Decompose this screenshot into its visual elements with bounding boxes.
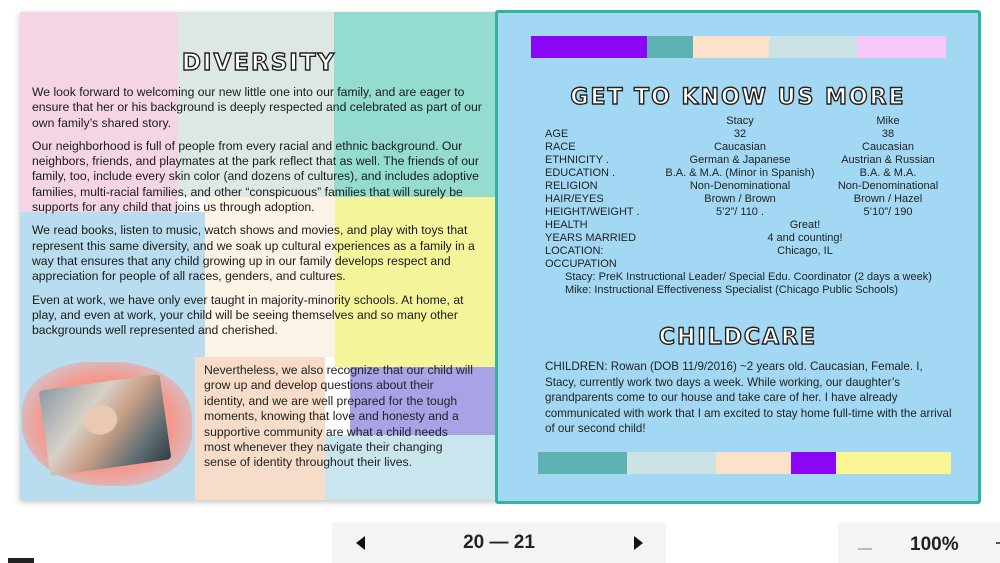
zoom-control <box>838 522 1000 563</box>
profile-header-row <box>545 115 965 128</box>
paragraph: Even at work, we have only ever taught in majority-minority schools. At home, at play, and even at work, your child will be seeing themselves and so many other backgrounds well represented and cherished. <box>32 292 464 338</box>
profile-row <box>545 141 965 154</box>
occupation-stacy: Stacy: PreK Instructional Leader/ Special Edu. Coordinator (2 days a week) <box>565 271 932 283</box>
section-title-childcare: CHILDCARE <box>658 325 818 350</box>
row-label: HAIR/EYES <box>545 193 604 205</box>
profile-row <box>545 232 965 245</box>
profile-table <box>545 115 965 297</box>
page-numbers: 20 — 21 <box>463 532 535 553</box>
strip-segment <box>857 36 946 58</box>
profile-row <box>545 154 965 167</box>
mike-value: Austrian & Russian <box>841 154 935 166</box>
zoom-in-icon[interactable] <box>996 542 1000 544</box>
mike-value: B.A. & M.A. <box>859 167 917 179</box>
bottom-color-strip <box>538 452 951 474</box>
paragraph: We read books, listen to music, watch shows and movies, and play with toys that represent this same diversity, and we soak up cultural experiences as a family in a way that ensures that any child growing up in our family develops respect and appreciation for people of all races, genders, and cultures. <box>32 223 475 284</box>
diversity-text <box>32 85 487 346</box>
stacy-value: Non-Denominational <box>689 180 791 192</box>
mike-value: 5’10”/ 190 <box>863 206 913 218</box>
stacy-value: Brown / Brown <box>704 193 776 205</box>
top-color-strip <box>531 36 946 58</box>
zoom-out-icon[interactable] <box>858 548 872 550</box>
strip-segment <box>647 36 693 58</box>
paragraph: Our neighborhood is full of people from every racial and ethnic background. Our neighbors, friends, and playmates at the park reflect that as well. The friends of our family, too, include every skin color (and dozens of cultures), and includes adoptive families, multi-racial families, and other “conspicuous” families that will surely be supports for any child that joins us through adoption. <box>32 138 479 215</box>
identity-paragraph: Nevertheless, we also recognize that our child will grow up and develop questions about their identity, and we are well prepared for the tough moments, knowing that love and honesty and a supportive community are what a child needs most whenever they navigate their changing sense of identity throughout their lives. <box>204 363 473 470</box>
profile-row <box>545 193 965 206</box>
mike-value: Brown / Hazel <box>853 193 923 205</box>
strip-segment <box>693 36 769 58</box>
next-page-icon[interactable] <box>634 536 643 550</box>
shared-value: Great! <box>789 219 821 231</box>
profile-row <box>545 206 965 219</box>
occupation-label: OCCUPATION <box>545 258 617 270</box>
profile-row <box>545 245 965 258</box>
profile-row <box>545 258 965 271</box>
paragraph: We look forward to welcoming our new little one into our family, and are eager to ensure that her or his background is deeply respected and celebrated as part of our own family’s shared story. <box>32 85 482 130</box>
name-stacy: Stacy <box>726 115 754 127</box>
thumbnails-icon[interactable] <box>8 558 34 563</box>
stacy-value: B.A. & M.A. (Minor in Spanish) <box>665 167 815 179</box>
strip-segment <box>627 452 716 474</box>
row-label: YEARS MARRIED <box>545 232 637 244</box>
right-page[interactable] <box>495 10 981 504</box>
mike-value: 38 <box>881 128 895 140</box>
row-label: ETHNICITY . <box>545 154 609 166</box>
row-label: AGE <box>545 128 569 140</box>
row-label: HEIGHT/WEIGHT . <box>545 206 640 218</box>
strip-segment <box>538 452 627 474</box>
family-photo[interactable] <box>22 362 192 486</box>
profile-row <box>545 180 965 193</box>
mike-value: Non-Denominational <box>837 180 939 192</box>
row-label: RACE <box>545 141 576 153</box>
row-label: EDUCATION . <box>545 167 616 179</box>
strip-segment <box>531 36 647 58</box>
profile-row <box>545 128 965 141</box>
strip-segment <box>791 452 836 474</box>
page-navigator <box>332 522 666 563</box>
shared-value: Chicago, IL <box>777 245 833 257</box>
left-page <box>20 12 498 500</box>
name-mike: Mike <box>876 115 900 127</box>
child-photo <box>39 374 172 476</box>
stacy-value: 32 <box>733 128 747 140</box>
strip-segment <box>769 36 857 58</box>
row-label: HEALTH <box>545 219 588 231</box>
shared-value: 4 and counting! <box>767 232 843 244</box>
row-label: LOCATION: <box>545 245 604 257</box>
stacy-value: 5’2”/ 110 . <box>715 206 765 218</box>
childcare-text: CHILDREN: Rowan (DOB 11/9/2016) ~2 years old. Caucasian, Female. I, Stacy, currently work two days a week. While working, our daughter’s grandparents come to our house and take care of her. I have already communicated with work that I am excited to stay home full-time with the arrival of our second child! <box>545 360 952 435</box>
stacy-value: Caucasian <box>714 141 766 153</box>
strip-segment <box>836 452 951 474</box>
profile-row <box>545 167 965 180</box>
page-title-diversity: DIVERSITY <box>181 50 337 76</box>
zoom-level: 100% <box>910 534 959 555</box>
strip-segment <box>716 452 791 474</box>
stacy-value: German & Japanese <box>689 154 791 166</box>
row-label: RELIGION <box>545 180 598 192</box>
occupation-mike: Mike: Instructional Effectiveness Specialist (Chicago Public Schools) <box>565 284 899 296</box>
section-title-get-to-know: GET TO KNOW US MORE <box>570 85 906 110</box>
mike-value: Caucasian <box>862 141 914 153</box>
profile-row <box>545 219 965 232</box>
